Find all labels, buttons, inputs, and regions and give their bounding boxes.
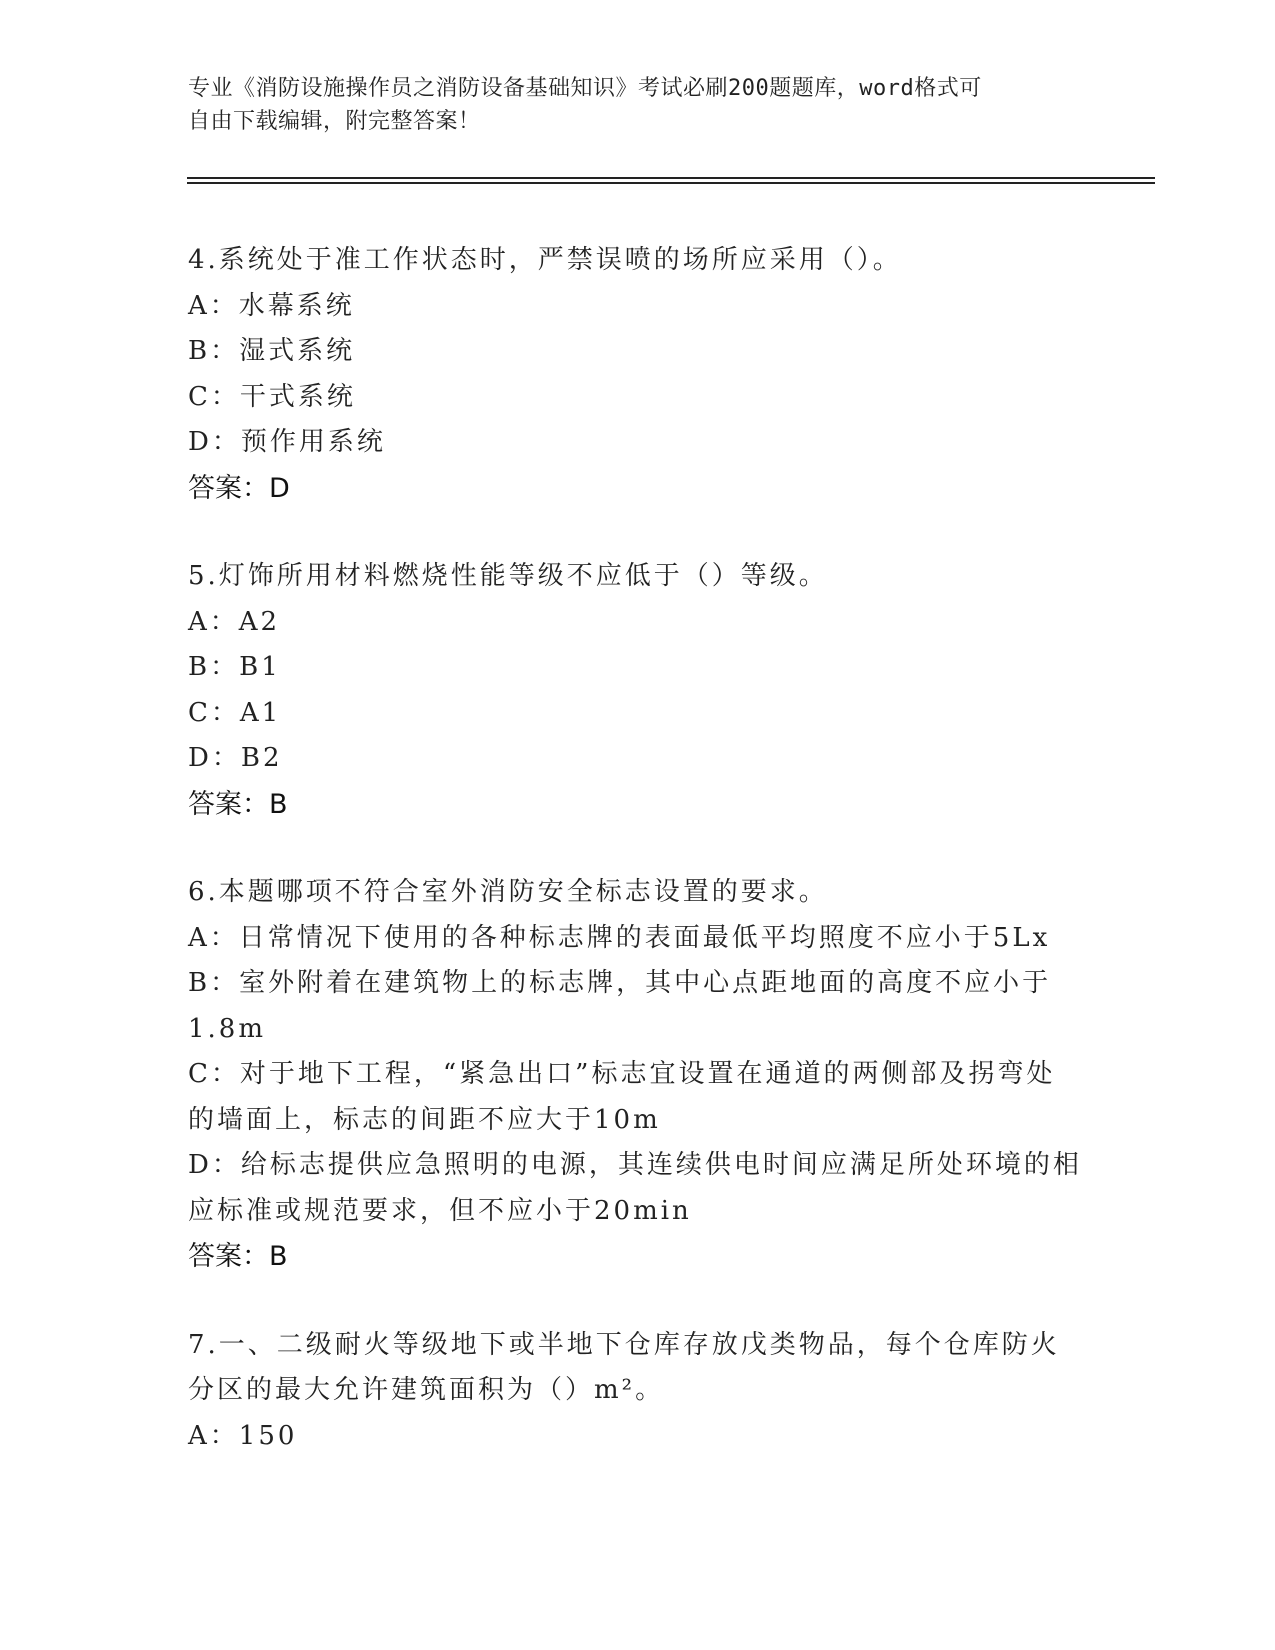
option-d: D：预作用系统 xyxy=(188,427,386,457)
question-stem-continued: 分区的最大允许建筑面积为（）m²。 xyxy=(188,1375,665,1405)
header-divider-bottom xyxy=(187,182,1155,184)
question-5 xyxy=(188,554,1088,827)
question-list xyxy=(188,238,1088,1502)
question-stem: 4.系统处于准工作状态时，严禁误喷的场所应采用（）。 xyxy=(188,245,902,275)
answer-line: 答案：B xyxy=(188,1241,288,1272)
option-a: A：日常情况下使用的各种标志牌的表面最低平均照度不应小于5Lx xyxy=(188,922,1051,953)
option-b-continued: 1.8m xyxy=(188,1013,267,1044)
option-c: C：A1 xyxy=(188,697,282,728)
option-b: B：室外附着在建筑物上的标志牌，其中心点距地面的高度不应小于 xyxy=(188,968,1052,998)
question-stem: 6.本题哪项不符合室外消防安全标志设置的要求。 xyxy=(188,877,828,907)
option-c: C：干式系统 xyxy=(188,381,356,412)
answer-line: 答案：D xyxy=(188,472,290,504)
question-stem: 5.灯饰所用材料燃烧性能等级不应低于（）等级。 xyxy=(188,561,828,591)
option-c-continued: 的墙面上，标志的间距不应大于10m xyxy=(188,1104,661,1135)
option-d: D：给标志提供应急照明的电源，其连续供电时间应满足所处环境的相 xyxy=(188,1150,1082,1180)
question-7 xyxy=(188,1323,1088,1460)
question-4 xyxy=(188,238,1088,511)
answer-line: 答案：B xyxy=(188,788,288,820)
option-d-continued: 应标准或规范要求，但不应小于20min xyxy=(188,1195,692,1226)
document-header xyxy=(188,72,1068,138)
question-6 xyxy=(188,870,1088,1280)
option-b: B：B1 xyxy=(188,652,281,682)
option-d: D：B2 xyxy=(188,743,283,773)
option-c: C：对于地下工程，“紧急出口”标志宜设置在通道的两侧部及拐弯处 xyxy=(188,1059,1056,1089)
question-stem: 7.一、二级耐火等级地下或半地下仓库存放戊类物品，每个仓库防火 xyxy=(188,1329,1060,1360)
header-divider-top xyxy=(187,177,1155,179)
header-line-2: 自由下载编辑，附完整答案！ xyxy=(188,109,481,134)
option-b: B：湿式系统 xyxy=(188,336,356,366)
option-a: A：150 xyxy=(188,1420,298,1451)
option-a: A：A2 xyxy=(188,606,281,637)
header-line-1: 专业《消防设施操作员之消防设备基础知识》考试必刷200题题库，word格式可 xyxy=(188,76,982,101)
option-a: A：水幕系统 xyxy=(188,290,355,321)
